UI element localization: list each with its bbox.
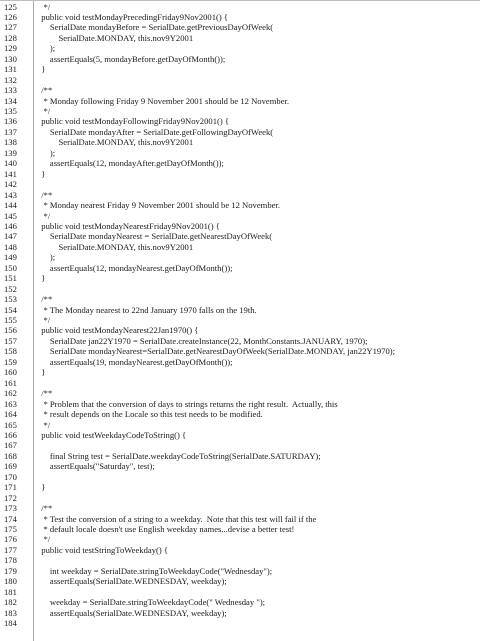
code-line <box>0 137 480 147</box>
line-code: } <box>37 273 46 284</box>
line-number: 133 <box>4 85 17 96</box>
code-line <box>0 33 480 43</box>
line-number: 177 <box>4 544 17 555</box>
line-number: 182 <box>4 597 17 608</box>
line-code: public void testMondayNearest22Jan1970() { <box>37 325 199 336</box>
line-number: 161 <box>4 377 17 388</box>
line-number: 139 <box>4 147 17 158</box>
line-number: 130 <box>4 53 17 64</box>
line-number: 181 <box>4 586 17 597</box>
line-number: 144 <box>4 200 17 211</box>
line-code: * Test the conversion of a string to a weekday. Note that this test will fail if the <box>37 513 317 524</box>
code-line <box>0 555 480 565</box>
code-line <box>0 545 480 555</box>
line-number: 169 <box>4 461 17 472</box>
line-code: SerialDate mondayNearest=SerialDate.getNearestDayOfWeek(SerialDate.MONDAY, jan22Y1970); <box>37 346 396 357</box>
code-line <box>0 284 480 294</box>
line-number: 160 <box>4 367 17 378</box>
line-number: 162 <box>4 388 17 399</box>
line-code: */ <box>37 106 51 116</box>
code-line <box>0 451 480 461</box>
code-line <box>0 127 480 137</box>
code-line <box>0 608 480 618</box>
code-line <box>0 576 480 586</box>
code-line <box>0 148 480 158</box>
line-number: 178 <box>4 555 17 566</box>
code-line <box>0 273 480 283</box>
code-line <box>0 618 480 628</box>
line-code: } <box>37 64 46 75</box>
code-line <box>0 472 480 482</box>
code-line <box>0 357 480 367</box>
code-line <box>0 294 480 304</box>
line-number: 179 <box>4 565 17 576</box>
line-code: * default locale doesn't use English weekday names...devise a better test! <box>37 524 295 534</box>
line-number: 147 <box>4 231 17 242</box>
line-code: int weekday = SerialDate.stringToWeekdayCode("Wednesday"); <box>37 565 273 576</box>
line-number: 184 <box>4 618 17 629</box>
line-code: assertEquals("Saturday", test); <box>37 461 155 472</box>
code-line <box>0 221 480 231</box>
line-code: ); <box>37 43 56 54</box>
line-number: 173 <box>4 503 17 514</box>
line-code: } <box>37 168 46 179</box>
line-number: 138 <box>4 137 17 148</box>
line-number: 134 <box>4 95 17 106</box>
line-number: 180 <box>4 576 17 587</box>
code-line <box>0 116 480 126</box>
line-code: */ <box>37 419 51 430</box>
code-line <box>0 200 480 210</box>
line-code: public void testMondayPrecedingFriday9Nov2001() { <box>37 11 229 22</box>
line-number: 151 <box>4 273 17 284</box>
line-code: public void testMondayFollowingFriday9Nov2001() { <box>37 116 229 127</box>
line-number: 154 <box>4 304 17 315</box>
line-number: 174 <box>4 513 17 524</box>
code-line <box>0 43 480 53</box>
line-number: 132 <box>4 74 17 85</box>
line-number: 140 <box>4 158 17 169</box>
code-line <box>0 169 480 179</box>
line-number: 131 <box>4 64 17 75</box>
line-code: assertEquals(SerialDate.WEDNESDAY, weekday); <box>37 607 227 618</box>
line-number: 149 <box>4 252 17 263</box>
code-line <box>0 346 480 356</box>
line-number: 135 <box>4 106 17 116</box>
code-line <box>0 534 480 544</box>
code-line <box>0 54 480 64</box>
line-code: } <box>37 367 46 378</box>
line-code: SerialDate mondayNearest = SerialDate.getNearestDayOfWeek( <box>37 231 273 242</box>
code-line <box>0 85 480 95</box>
line-number: 156 <box>4 325 17 336</box>
line-number: 159 <box>4 356 17 367</box>
line-number: 176 <box>4 534 17 545</box>
line-number: 150 <box>4 262 17 273</box>
line-code: * Monday nearest Friday 9 November 2001 should be 12 November. <box>37 200 280 211</box>
line-number: 129 <box>4 43 17 54</box>
code-line <box>0 378 480 388</box>
code-line <box>0 96 480 106</box>
code-line <box>0 158 480 168</box>
line-code: SerialDate.MONDAY, this.nov9Y2001 <box>37 32 194 43</box>
line-number: 143 <box>4 189 17 200</box>
code-line <box>0 514 480 524</box>
code-line <box>0 430 480 440</box>
code-line <box>0 242 480 252</box>
code-line <box>0 211 480 221</box>
code-line <box>0 12 480 22</box>
line-number: 128 <box>4 32 17 43</box>
line-code: * The Monday nearest to 22nd January 1970 falls on the 19th. <box>37 304 257 315</box>
code-line <box>0 305 480 315</box>
line-code: weekday = SerialDate.stringToWeekdayCode(" Wednesday "); <box>37 597 266 608</box>
line-code: */ <box>37 315 51 325</box>
line-number: 146 <box>4 220 17 231</box>
line-number: 166 <box>4 429 17 440</box>
code-line <box>0 409 480 419</box>
line-code: ); <box>37 147 56 158</box>
code-line <box>0 367 480 377</box>
line-code: */ <box>37 1 51 12</box>
line-number: 167 <box>4 440 17 451</box>
code-line <box>0 325 480 335</box>
line-number: 148 <box>4 241 17 252</box>
line-number: 142 <box>4 179 17 190</box>
code-line <box>0 503 480 513</box>
line-code: * result depends on the Locale so this test needs to be modified. <box>37 409 263 420</box>
line-number: 145 <box>4 210 17 221</box>
line-number: 158 <box>4 346 17 357</box>
code-line <box>0 597 480 607</box>
code-line <box>0 524 480 534</box>
line-number: 163 <box>4 398 17 409</box>
line-code: SerialDate.MONDAY, this.nov9Y2001 <box>37 241 194 252</box>
code-line <box>0 587 480 597</box>
line-number: 165 <box>4 419 17 430</box>
code-line <box>0 482 480 492</box>
code-line <box>0 461 480 471</box>
line-number: 175 <box>4 524 17 534</box>
code-line <box>0 315 480 325</box>
line-code: assertEquals(12, mondayAfter.getDayOfMonth()); <box>37 158 224 169</box>
line-code: /** <box>37 388 53 399</box>
line-number: 168 <box>4 450 17 461</box>
code-line <box>0 388 480 398</box>
line-number: 126 <box>4 11 17 22</box>
line-number: 136 <box>4 116 17 127</box>
line-code: /** <box>37 85 53 96</box>
code-line <box>0 420 480 430</box>
code-line <box>0 75 480 85</box>
line-code: final String test = SerialDate.weekdayCodeToString(SerialDate.SATURDAY); <box>37 450 321 461</box>
line-code: SerialDate jan22Y1970 = SerialDate.createInstance(22, MonthConstants.JANUARY, 1970); <box>37 335 368 346</box>
line-number: 127 <box>4 22 17 33</box>
line-number: 171 <box>4 482 17 493</box>
code-line <box>0 2 480 12</box>
line-code: SerialDate.MONDAY, this.nov9Y2001 <box>37 137 194 148</box>
line-code: ); <box>37 252 56 263</box>
line-code: * Problem that the conversion of days to strings returns the right result. Actually, this <box>37 398 338 409</box>
line-number: 153 <box>4 294 17 305</box>
line-code: public void testStringToWeekday() { <box>37 544 168 555</box>
code-line <box>0 566 480 576</box>
line-number: 137 <box>4 126 17 137</box>
line-number: 152 <box>4 283 17 294</box>
line-code: assertEquals(SerialDate.WEDNESDAY, weekday); <box>37 576 227 587</box>
line-code: SerialDate mondayAfter = SerialDate.getFollowingDayOfWeek( <box>37 126 274 137</box>
code-line <box>0 440 480 450</box>
code-line <box>0 64 480 74</box>
line-code: SerialDate mondayBefore = SerialDate.getPreviousDayOfWeek( <box>37 22 274 33</box>
line-code: public void testMondayNearestFriday9Nov2001() { <box>37 220 220 231</box>
code-line <box>0 231 480 241</box>
line-code: /** <box>37 503 53 514</box>
code-line <box>0 190 480 200</box>
code-line <box>0 493 480 503</box>
line-code: */ <box>37 534 51 545</box>
line-number: 155 <box>4 315 17 325</box>
line-code: * Monday following Friday 9 November 2001 should be 12 November. <box>37 95 290 106</box>
line-code: /** <box>37 294 53 305</box>
line-number: 157 <box>4 335 17 346</box>
line-code: assertEquals(19, mondayNearest.getDayOfMonth()); <box>37 356 233 367</box>
code-line <box>0 263 480 273</box>
line-code: assertEquals(5, mondayBefore.getDayOfMonth()); <box>37 53 226 64</box>
code-line <box>0 336 480 346</box>
line-number: 183 <box>4 607 17 618</box>
line-code: public void testWeekdayCodeToString() { <box>37 429 187 440</box>
line-code: /** <box>37 189 53 200</box>
line-number: 125 <box>4 1 17 12</box>
line-number: 164 <box>4 409 17 420</box>
line-code: */ <box>37 210 51 221</box>
code-line <box>0 399 480 409</box>
line-number: 170 <box>4 471 17 482</box>
code-line <box>0 22 480 32</box>
code-line <box>0 252 480 262</box>
line-code: } <box>37 482 46 493</box>
code-line <box>0 106 480 116</box>
line-number: 172 <box>4 492 17 503</box>
line-number: 141 <box>4 168 17 179</box>
code-line <box>0 179 480 189</box>
line-code: assertEquals(12, mondayNearest.getDayOfMonth()); <box>37 262 233 273</box>
